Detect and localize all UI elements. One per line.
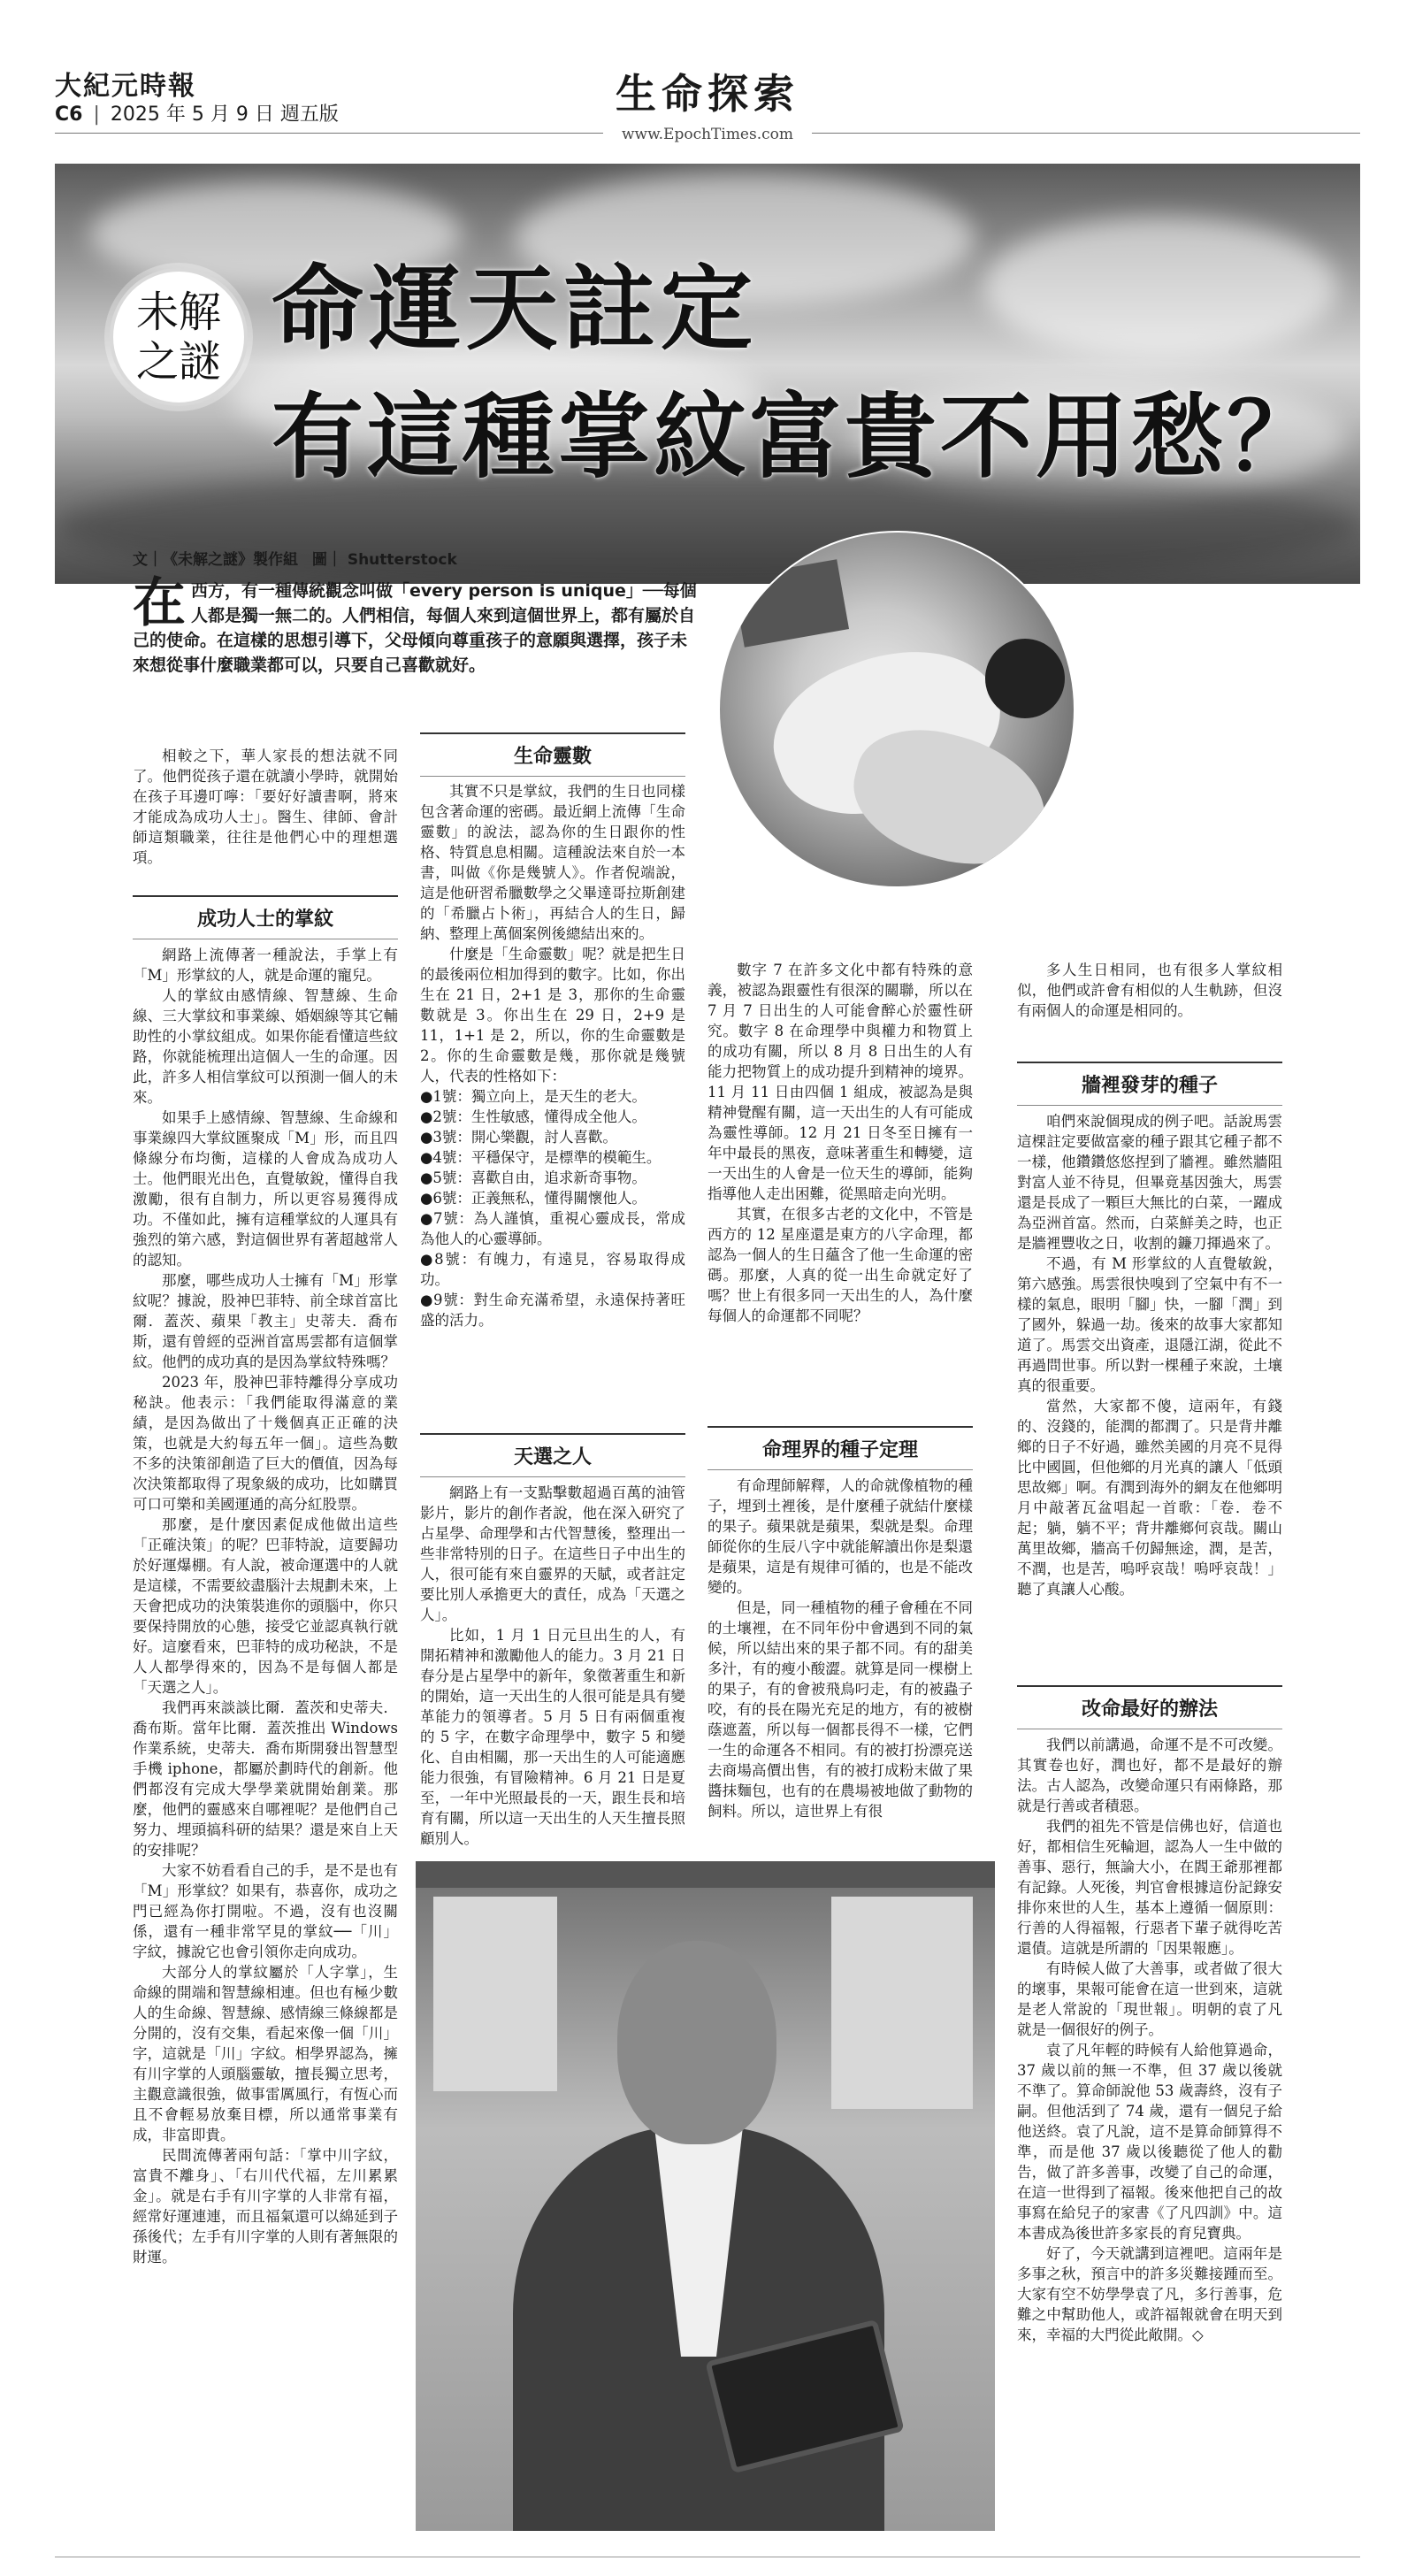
column-1-body [133,945,398,2267]
paragraph: 相較之下，華人家長的想法就不同了。他們從孩子還在就讀小學時，就開始在孩子耳邊叮嚀：「要好好讀書啊，將來才能成為成功人士」。醫生、律師、會計師這類職業，往往是他們心中的理想選項。 [133,748,398,866]
page-number: C6 [55,104,83,126]
paragraph: 多人生日相同，也有很多人掌紋相似，他們或許會有相似的人生軌跡，但沒有兩個人的命運是相同的。 [1017,962,1282,1019]
paragraph: 我們再來談談比爾．蓋茨和史蒂夫．喬布斯。當年比爾．蓋茨推出 Windows 作業系統，史蒂夫．喬布斯開發出智慧型手機 iphone，都屬於劃時代的創新。他們都沒有完成大學學業就開始創業。那麼，他們的靈感來自哪裡呢？是他們自己努力、埋頭搞科研的結果？還是來自上天的安排呢？ [133,1699,398,1859]
drop-cap: 在 [133,572,186,634]
paragraph: 那麼，哪些成功人士擁有「M」形掌紋呢？據說，股神巴菲特、前全球首富比爾．蓋茨、蘋果「教主」史蒂夫．喬布斯，還有曾經的亞洲首富馬雲都有這個掌紋。他們的成功真的是因為掌紋特殊嗎？ [133,1272,398,1370]
paragraph: 好了，今天就講到這裡吧。這兩年是多事之秋，預言中的許多災難接踵而至。大家有空不妨學學袁了凡，多行善事，危難之中幫助他人，或許福報就會在明天到來，幸福的大門從此敞開。◇ [1017,2245,1282,2343]
masthead: 大紀元時報 [55,71,196,102]
subhead-change-fate: 改命最好的辦法 [1017,1685,1282,1729]
paragraph: 有命理師解釋，人的命就像植物的種子，埋到土裡後，是什麼種子就結什麼樣的果子。蘋果就是蘋果，梨就是梨。命理師從你的生辰八字中就能解讀出你是梨還是蘋果，這是有規律可循的，也是不能改變的。 [708,1477,973,1596]
paragraph: 什麼是「生命靈數」呢？就是把生日的最後兩位相加得到的數字。比如，你出生在 21 日，2+1 是 3，那你的生命靈數就是 3。你出生在 29 日，2+9 是 11，1+1 是 2，所以，你的生命靈數是 2。你的生命靈數是幾，那你就是幾號人，代表的性格如下： [420,946,685,1085]
paragraph: 咱們來說個現成的例子吧。話說馬雲這棵註定要做富豪的種子跟其它種子都不一樣，他鑽鑽悠悠捏到了牆裡。雖然牆阻對富人並不待見，但畢竟基因強大，馬雲還是長成了一顆巨大無比的白菜，一躍成為亞洲首富。然而，白菜鮮美之時，也正是牆裡豐收之日，收割的鐮刀揮過來了。 [1017,1113,1282,1252]
list-item: ●8號：有魄力，有遠見，容易取得成功。 [420,1251,685,1288]
paragraph: 我們的祖先不管是信佛也好，信道也好，都相信生死輪迴，認為人一生中做的善事、惡行，無論大小，在閻王爺那裡都有記錄。人死後，判官會根據這份記錄安排你來世的人生，基本上遵循一個原則：行善的人得福報，行惡者下輩子就得吃苦還債。這就是所謂的「因果報應」。 [1017,1818,1282,1957]
paragraph: 網路上有一支點擊數超過百萬的油管影片，影片的創作者說，他在深入研究了占星學、命理學和古代智慧後，整理出一些非常特別的日子。在這些日子中出生的人，很可能有來自靈界的天賦，或者註定要比別人承擔更大的責任，成為「天選之人」。 [420,1484,685,1623]
list-item: ●7號：為人謹慎，重視心靈成長，常成為他人的心靈導師。 [420,1210,685,1247]
paragraph: 大部分人的掌紋屬於「人字掌」，生命線的開端和智慧線相連。但也有極少數人的生命線、智慧線、感情線三條線都是分開的，沒有交集，看起來像一個「川」字，這就是「川」字紋。相學界認為，擁有川字掌的人頭腦靈敏，擅長獨立思考，主觀意識很強，做事雷厲風行，有恆心而且不會輕易放棄目標，所以通常事業有成，非富即貴。 [133,1964,398,2143]
column-1-intro [133,746,398,868]
paragraph: 不過，有 M 形掌紋的人直覺敏銳，第六感強。馬雲很快嗅到了空氣中有不一樣的氣息，眼明「腳」快，一腳「潤」到了國外，躲過一劫。後來的故事大家都知道了。馬雲交出資產，退隱江湖，從此不再過問世事。所以對一棵種子來說，土壤真的很重要。 [1017,1255,1282,1394]
headline-line-2: 有這種掌紋富貴不用愁？ [272,383,1323,491]
image-credit: 圖｜ Shutterstock [311,551,457,569]
column-2-body-b [420,1483,685,1849]
paragraph: 比如，1 月 1 日元旦出生的人，有開拓精神和激勵他人的能力。3 月 21 日春分是占星學中的新年，象徵著重生和新的開始，這一天出生的人很可能是具有變革能力的領導者。5 月 5 日有兩個重複的 5 字，在數字命理學中，數字 5 和變化、自由相關，那一天出生的人可能適應能力很強，有冒險精神。6 月 21 日是夏至，一年中光照最長的一天，跟生長和培育有關，所以這一天出生的人天生擅長照顧別人。 [420,1627,685,1847]
life-number-list [420,1086,685,1330]
subhead-chosen-one: 天選之人 [420,1433,685,1477]
paragraph: 人的掌紋由感情線、智慧線、生命線、三大掌紋和事業線、婚姻線等其它輔助性的小掌紋組成。如果你能看懂這些紋路，你就能梳理出這個人一生的命運。因此，許多人相信掌紋可以預測一個人的未來。 [133,987,398,1106]
column-4-body [1017,960,1282,1021]
paragraph: 那麼，是什麼因素促成他做出這些「正確決策」的呢？巴菲特說，這要歸功於好運爆棚。有人說，被命運選中的人就是這樣，不需要絞盡腦汁去規劃未來，上天會把成功的決策裝進你的頭腦中，你只要保持開放的心態，接受它並認真執行就好。這麼看來，巴菲特的成功秘訣，不是人人都學得來的，因為不是每個人都是「天選之人」。 [133,1516,398,1696]
subhead-success-palm: 成功人士的掌紋 [133,895,398,939]
paragraph: 其實，在很多古老的文化中，不管是西方的 12 星座還是東方的八字命理，都認為一個人的生日蘊含了他一生命運的密碼。那麼，人真的從一出生命就定好了嗎？世上有很多同一天出生的人，為什麼每個人的命運都不同呢？ [708,1206,973,1324]
list-item: ●3號：開心樂觀，討人喜歡。 [420,1129,617,1146]
list-item: ●4號：平穩保守，是標準的模範生。 [420,1149,662,1166]
column-4-body-c [1017,1735,1282,2345]
paragraph: 民間流傳著兩句話：「掌中川字紋，富貴不離身」、「右川代代福，左川累累金」。就是右手有川字掌的人非常有福，經常好運連連，而且福氣還可以綿延到子孫後代；左手有川字掌的人則有著無限的財運。 [133,2147,398,2266]
column-4-body-b [1017,1111,1282,1599]
subhead-seed-theorem: 命理界的種子定理 [708,1426,973,1470]
paragraph: 2023 年，股神巴菲特離得分享成功秘訣。他表示：「我們能取得滿意的業績，是因為做出了十幾個真正正確的決策，也就是大約每五年一個」。這些為數不多的決策卻創造了巨大的價值，因為每次決策都取得了現象級的成功，比如購買可口可樂和美國運通的高分紅股票。 [133,1374,398,1513]
hero-banner [55,164,1360,584]
paragraph: 網路上流傳著一種說法，手掌上有「M」形掌紋的人，就是命運的寵兒。 [133,947,398,984]
list-item: ●1號：獨立向上，是天生的老大。 [420,1088,646,1105]
badge-line-1: 未解 [135,288,221,337]
site-url: www.EpochTimes.com [622,126,793,143]
paragraph: 當然，大家都不傻，這兩年，有錢的、沒錢的，能潤的都潤了。只是背井離鄉的日子不好過，雖然美國的月亮不見得比中國圓，但他鄉的月光真的讓人「低頭思故鄉」啊。有潤到海外的網友在他鄉明月中敲著瓦盆唱起一首歌：「卷．卷不起；躺，躺不平；背井離鄉何哀哉。關山萬里故鄉，牆高千仞歸無途，潤，是苦，不潤，也是苦，嗚呼哀哉！嗚呼哀哉！」聽了真讓人心酸。 [1017,1398,1282,1598]
column-3-body-b [708,1476,973,1821]
paragraph: 我們以前講過，命運不是不可改變。其實卷也好，潤也好，都不是最好的辦法。古人認為，改變命運只有兩條路，那就是行善或者積惡。 [1017,1736,1282,1814]
paragraph: 袁了凡年輕的時候有人給他算過命，37 歲以前的無一不準，但 37 歲以後就不準了。算命師說他 53 歲壽終，沒有子嗣。但他活到了 74 歲，還有一個兒子給他送終。袁了凡說，這不是算命師算得不準，而是他 37 歲以後聽從了他人的勸告，做了許多善事，改變了自己的命運，在這一世得到了福報。後來他把自己的故事寫在給兒子的家書《了凡四訓》中。這本書成為後世許多家長的育兒寶典。 [1017,2042,1282,2242]
subhead-life-number: 生命靈數 [420,732,685,777]
byline [133,547,466,569]
paragraph: 如果手上感情線、智慧線、生命線和事業線四大掌紋匯聚成「M」形，而且四條線分布均衡，這樣的人會成為成功人士。他們眼光出色，直覺敏銳，懂得自我激勵，很有自制力，所以更容易獲得成功。不僅如此，擁有這種掌紋的人運具有強烈的第六感，對這個世界有著超越常人的認知。 [133,1109,398,1269]
series-badge [110,268,248,406]
column-3-body [708,960,973,1326]
lead-text: 西方，有一種傳統觀念叫做「every person is unique」──每個人都是獨一無二的。人們相信，每個人來到這個世界上，都有屬於自己的使命。在這樣的思想引導下，父母傾向尊重孩子的意願與選擇，孩子未來想從事什麼職業都可以，只要自己喜歡就好。 [133,581,697,675]
paragraph: 數字 7 在許多文化中都有特殊的意義，被認為跟靈性有很深的關聯，所以在 7 月 7 日出生的人可能會醉心於靈性研究。數字 8 在命理學中與權力和物質上的成功有關，所以 8 月 8 日出生的人有能力把物質上的成功提升到精神的境界。11 月 11 日由四個 1 組成，被認為是與精神覺醒有關，這一天出生的人有可能成為靈性導師。12 月 21 日冬至日擁有一年中最長的黑夜，意味著重生和轉變，這一天出生的人會是一位天生的導師，能夠指導他人走出困難，從黑暗走向光明。 [708,962,973,1202]
businessman-photo [416,1861,995,2531]
list-item: ●5號：喜歡自由，追求新奇事物。 [420,1169,646,1186]
issue-date: 2025 年 5 月 9 日 週五版 [110,104,339,126]
paragraph: 其實不只是掌紋，我們的生日也同樣包含著命運的密碼。最近網上流傳「生命靈數」的說法，認為你的生日跟你的性格、特質息息相關。這種說法來自於一本書，叫做《你是幾號人》。作者倪端說，這是他研習希臘數學之父畢達哥拉斯創建的「希臘占卜術」，再結合人的生日，歸納、整理上萬個案例後總結出來的。 [420,783,685,942]
paragraph: 但是，同一種植物的種子會種在不同的土壤裡，在不同年份中會遇到不同的氣候，所以結出來的果子都不同。有的甜美多汁，有的瘦小酸澀。就算是同一棵樹上的果子，有的會被飛鳥叼走，有的被蟲子咬，有的長在陽光充足的地方，有的被樹蔭遮蓋，所以每一個都長得不一樣，它們一生的命運各不相同。有的被打扮漂亮送去商場高價出售，有的被打成粉末做了果醬抹麵包，也有的在農場被地做了動物的飼料。所以，這世界上有很 [708,1599,973,1820]
paragraph: 有時候人做了大善事，或者做了很大的壞事，果報可能會在這一世到來，這就是老人常說的「現世報」。明朝的袁了凡就是一個很好的例子。 [1017,1960,1282,2038]
palm-reading-photo [718,531,1075,888]
list-item: ●6號：正義無私，懂得關懷他人。 [420,1190,646,1207]
lead-paragraph [133,572,699,678]
list-item: ●2號：生性敏感，懂得成全他人。 [420,1108,646,1125]
section-title: 生命探索 [616,70,799,118]
headline-line-1: 命運天註定 [272,255,759,363]
badge-line-2: 之謎 [135,337,221,387]
column-2-body [420,781,685,1330]
divider: | [93,104,100,126]
subhead-seed-in-wall: 牆裡發芽的種子 [1017,1062,1282,1106]
paragraph: 大家不妨看看自己的手，是不是也有「M」形掌紋？如果有，恭喜你，成功之門已經為你打開啦。不過，沒有也沒關係，還有一種非常罕見的掌紋──「川」字紋，據說它也會引領你走向成功。 [133,1862,398,1960]
author: 文｜《未解之謎》製作組 [133,551,298,569]
list-item: ●9號：對生命充滿希望，永遠保持著旺盛的活力。 [420,1292,685,1329]
